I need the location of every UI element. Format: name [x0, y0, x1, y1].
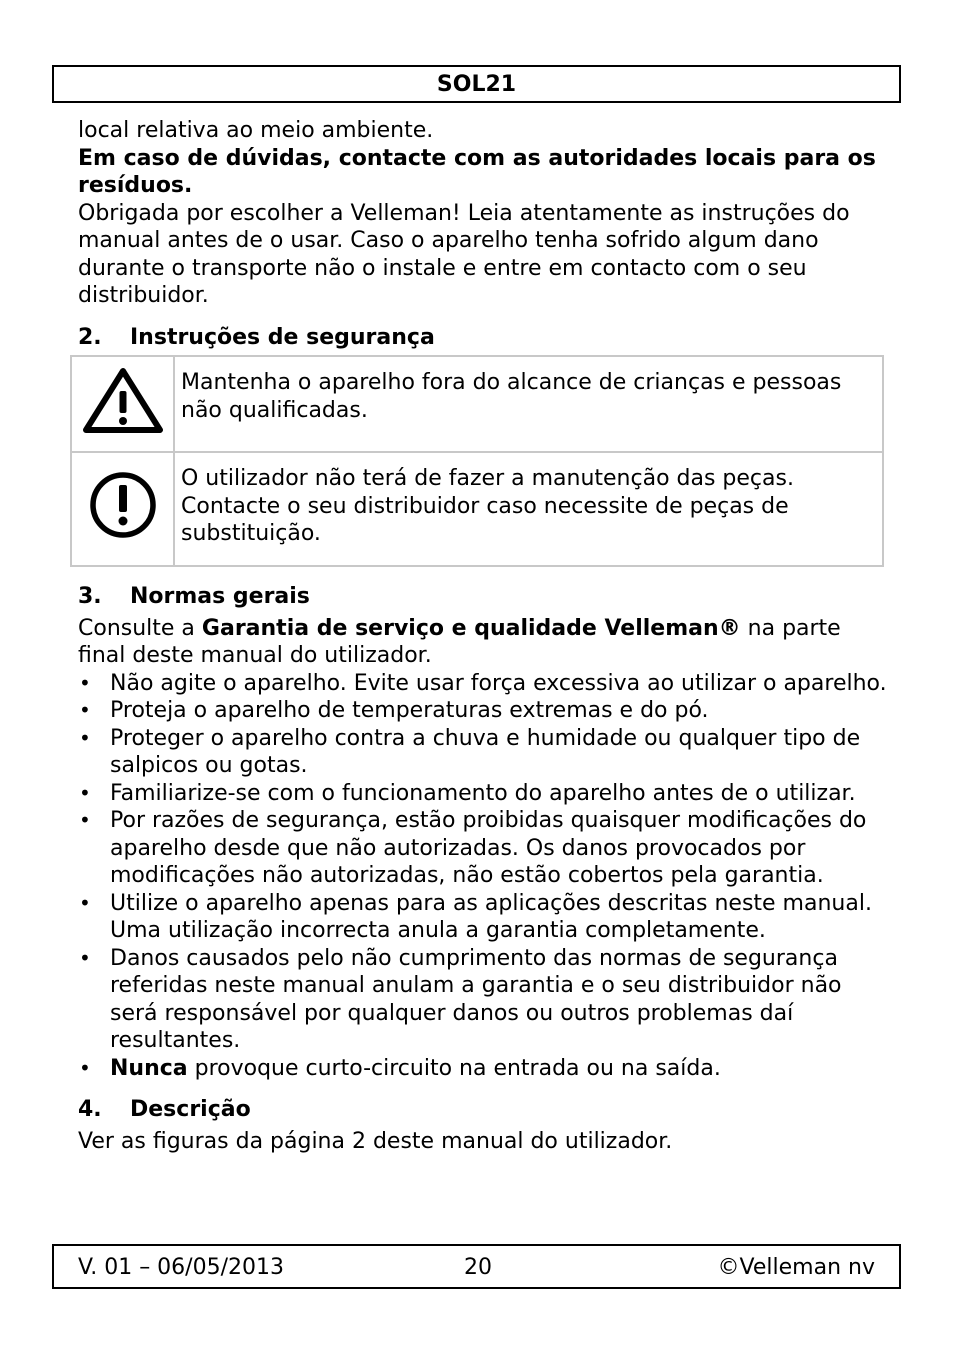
list-item	[78, 945, 888, 1055]
intro-post-text: na parte final deste manual do utilizador.	[78, 615, 841, 668]
list-item-bold: Nunca	[110, 1055, 188, 1081]
section-3-heading	[78, 583, 888, 611]
safety-icon-cell	[71, 452, 174, 566]
list-item-text: Não agite o aparelho. Evite usar força excessiva ao utilizar o aparelho.	[110, 670, 887, 696]
safety-text: O utilizador não terá de fazer a manutenção das peças. Contacte o seu distribuidor caso necessite de peças de substituição.	[174, 452, 883, 566]
list-item-text: Utilize o aparelho apenas para as aplicações descritas neste manual. Uma utilização incorrecta anula a garantia completamente.	[110, 890, 872, 943]
section-4-heading	[78, 1096, 888, 1124]
list-item	[78, 697, 888, 725]
list-item	[78, 780, 888, 808]
safety-icon-cell	[71, 356, 174, 452]
section-3-number: 3.	[78, 584, 102, 609]
bullet: •	[79, 808, 91, 832]
safety-table	[70, 355, 884, 567]
bullet: •	[79, 670, 91, 695]
bullet: •	[79, 1055, 91, 1080]
bullet: •	[79, 698, 91, 722]
exclamation-circle-icon	[88, 470, 158, 540]
warranty-reference: Garantia de serviço e qualidade Velleman®	[201, 615, 741, 641]
section-4-number: 4.	[78, 1097, 102, 1122]
section-2-title: Instruções de segurança	[130, 324, 435, 350]
list-item	[78, 670, 888, 698]
section-2-heading	[78, 324, 888, 352]
intro-bold-note: Em caso de dúvidas, contacte com as autoridades locais para os resíduos.	[78, 145, 876, 198]
bullet: •	[79, 780, 91, 805]
list-item	[78, 890, 888, 945]
page-footer	[52, 1244, 901, 1289]
list-item	[78, 725, 888, 780]
list-item	[78, 1055, 888, 1083]
footer-version: V. 01 – 06/05/2013	[78, 1255, 284, 1280]
safety-row	[71, 452, 883, 566]
bullet: •	[79, 945, 91, 970]
header-title: SOL21	[436, 72, 517, 97]
safety-row	[71, 356, 883, 452]
page-header	[52, 65, 901, 103]
page-content	[78, 117, 888, 1155]
warning-triangle-icon	[81, 365, 165, 435]
safety-text: Mantenha o aparelho fora do alcance de crianças e pessoas não qualificadas.	[174, 356, 883, 452]
list-item-text: Familiarize-se com o funcionamento do aparelho antes de o utilizar.	[110, 780, 856, 806]
list-item-text: provoque curto-circuito na entrada ou na saída.	[187, 1055, 721, 1081]
section-3-title: Normas gerais	[130, 584, 310, 609]
list-item-text: Proteger o aparelho contra a chuva e humidade ou qualquer tipo de salpicos ou gotas.	[110, 725, 861, 778]
section-2-number: 2.	[78, 324, 102, 350]
section-4-body: Ver as figuras da página 2 deste manual do utilizador.	[78, 1128, 673, 1154]
footer-copyright: ©Velleman nv	[717, 1255, 875, 1280]
list-item-text: Danos causados pelo não cumprimento das normas de segurança referidas neste manual anulam a garantia e o seu distribuidor não será responsável por qualquer danos ou outros problemas daí resultantes.	[110, 945, 842, 1053]
intro-line: local relativa ao meio ambiente.	[78, 118, 434, 143]
intro-pre-text: Consulte a	[78, 615, 202, 641]
intro-thanks: Obrigada por escolher a Velleman! Leia atentamente as instruções do manual antes de o usar. Caso o aparelho tenha sofrido algum dano durante o transporte não o instale e entre em contacto com o seu distribuidor.	[78, 200, 850, 308]
list-item	[78, 807, 888, 890]
general-rules-list	[78, 670, 888, 1083]
list-item-text: Proteja o aparelho de temperaturas extremas e do pó.	[110, 698, 709, 723]
section-4-title: Descrição	[130, 1097, 251, 1122]
list-item-text: Por razões de segurança, estão proibidas quaisquer modificações do aparelho desde que não autorizadas. Os danos provocados por modificações não autorizadas, não estão cobertos pela garantia.	[110, 808, 867, 888]
footer-page-number: 20	[464, 1255, 492, 1280]
bullet: •	[79, 890, 91, 915]
section-3-intro	[78, 615, 888, 670]
bullet: •	[79, 725, 91, 750]
